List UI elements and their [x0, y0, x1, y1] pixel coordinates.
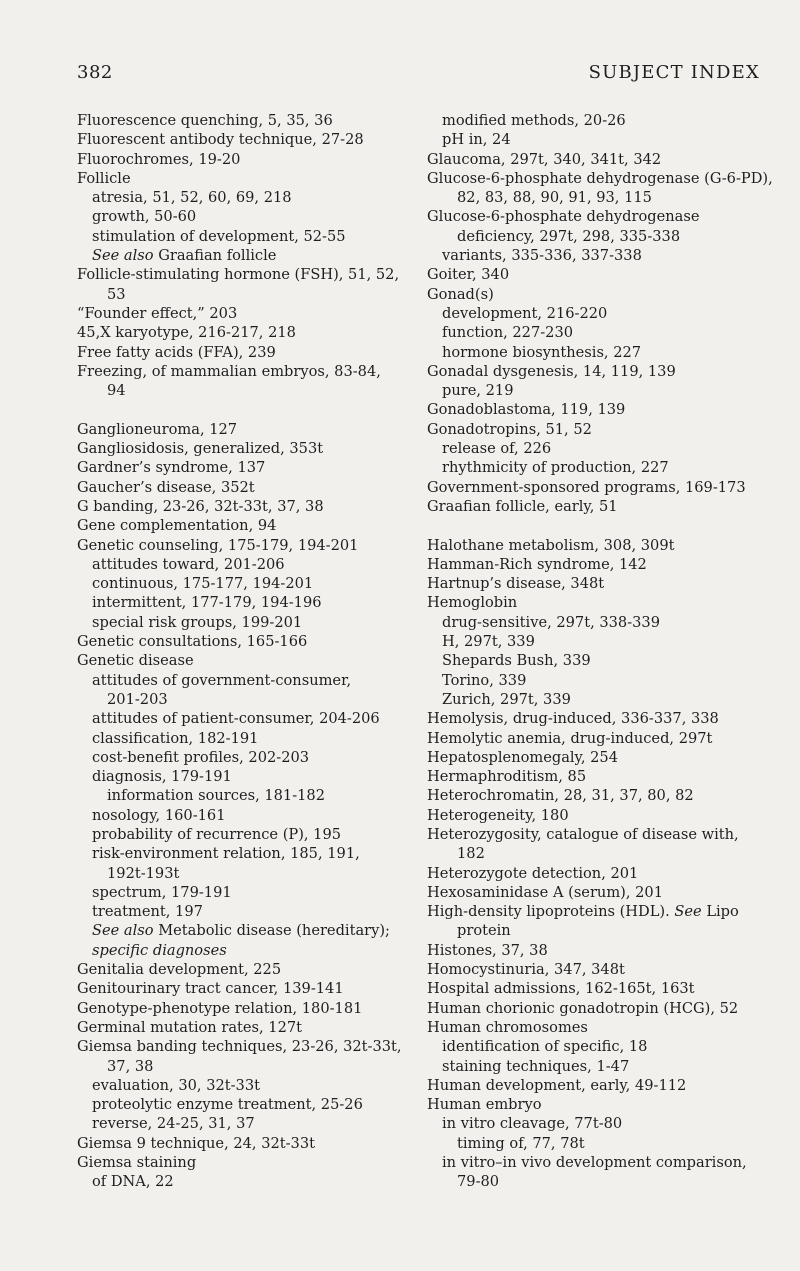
index-subentry: atresia, 51, 52, 60, 69, 218	[92, 189, 292, 207]
index-entry-continuation: 94	[107, 382, 126, 400]
index-subentry: pH in, 24	[442, 131, 511, 149]
index-entry: Giemsa banding techniques, 23-26, 32t-33t,	[77, 1038, 402, 1056]
index-subentry: reverse, 24-25, 31, 37	[92, 1115, 255, 1133]
index-entry-continuation: 192t-193t	[107, 864, 180, 882]
index-subentry: treatment, 197	[92, 903, 203, 921]
index-subentry: pure, 219	[442, 382, 514, 400]
index-entry: Gonadal dysgenesis, 14, 119, 139	[427, 362, 676, 380]
index-entry: Gonadoblastoma, 119, 139	[427, 401, 626, 419]
index-subentry: staining techniques, 1-47	[442, 1057, 630, 1075]
index-entry: Heterogeneity, 180	[427, 806, 569, 824]
index-subentry: nosology, 160-161	[92, 806, 226, 824]
index-subentry	[77, 921, 407, 940]
index-entry: Free fatty acids (FFA), 239	[77, 343, 276, 361]
index-entry: Hemolysis, drug-induced, 336-337, 338	[427, 710, 719, 728]
index-subentry: attitudes of government-consumer,	[92, 671, 352, 689]
page-header	[77, 62, 760, 86]
index-entry: Hemoglobin	[427, 594, 518, 612]
index-entry: Heterochromatin, 28, 31, 37, 80, 82	[427, 787, 694, 805]
index-entry: Human development, early, 49-112	[427, 1076, 687, 1094]
index-entry: Glaucoma, 297t, 340, 341t, 342	[427, 150, 662, 168]
index-entry: Fluorochromes, 19-20	[77, 150, 241, 168]
index-entry: Genetic consultations, 165-166	[77, 633, 308, 651]
index-entry: Gaucher’s disease, 352t	[77, 478, 255, 496]
index-subentry: modified methods, 20-26	[442, 112, 626, 129]
index-entry: Genitourinary tract cancer, 139-141	[77, 980, 344, 998]
index-subentry: risk-environment relation, 185, 191,	[92, 845, 360, 863]
index-entry: Glucose-6-phosphate dehydrogenase (G-6-PD),	[427, 169, 773, 187]
index-entry: Giemsa 9 technique, 24, 32t-33t	[77, 1134, 315, 1152]
index-entry: Gardner’s syndrome, 137	[77, 459, 266, 477]
page-number: 382	[77, 62, 113, 83]
index-column-left	[77, 111, 407, 1192]
index-subentry: diagnosis, 179-191	[92, 768, 232, 786]
index-subentry: spectrum, 179-191	[92, 883, 232, 901]
index-entry: Genetic counseling, 175-179, 194-201	[77, 536, 359, 554]
index-entry: Germinal mutation rates, 127t	[77, 1018, 303, 1036]
index-subentry: variants, 335-336, 337-338	[442, 247, 642, 265]
see-also-label: See also	[92, 247, 154, 265]
index-subentry: special risk groups, 199-201	[92, 613, 303, 631]
index-entry: Graafian follicle, early, 51	[427, 497, 618, 515]
index-subentry: cost-benefit profiles, 202-203	[92, 748, 310, 766]
index-entry: Follicle	[77, 169, 131, 187]
index-subentry: of DNA, 22	[92, 1173, 174, 1191]
index-subentry: attitudes of patient-consumer, 204-206	[92, 710, 380, 728]
index-subentry: hormone biosynthesis, 227	[442, 343, 642, 361]
index-entry: Hexosaminidase A (serum), 201	[427, 883, 663, 901]
index-entry: Giemsa staining	[77, 1154, 197, 1172]
index-entry: Fluorescent antibody technique, 27-28	[77, 131, 364, 149]
see-also-label: See also	[92, 922, 154, 940]
index-entry-continuation: deficiency, 297t, 298, 335-338	[457, 227, 681, 245]
index-subentry: information sources, 181-182	[107, 787, 325, 805]
index-entry-continuation: 201-203	[107, 690, 168, 708]
index-entry: “Founder effect,” 203	[77, 304, 238, 322]
index-subentry: evaluation, 30, 32t-33t	[92, 1076, 260, 1094]
index-column-right	[427, 111, 792, 1192]
index-entry: G banding, 23-26, 32t-33t, 37, 38	[77, 497, 324, 515]
index-entry: Genitalia development, 225	[77, 961, 282, 979]
section-gap	[77, 400, 407, 419]
index-entry: Gene complementation, 94	[77, 517, 277, 535]
index-subentry: H, 297t, 339	[442, 633, 535, 651]
index-entry: Gangliosidosis, generalized, 353t	[77, 440, 324, 458]
index-subentry: attitudes toward, 201-206	[92, 555, 285, 573]
index-subentry: classification, 182-191	[92, 729, 259, 747]
index-entry-continuation: 53	[107, 285, 126, 303]
index-subentry: Zurich, 297t, 339	[442, 690, 571, 708]
index-entry-continuation: 182	[457, 845, 485, 863]
index-entry: Heterozygote detection, 201	[427, 864, 639, 882]
index-entry: Hermaphroditism, 85	[427, 768, 587, 786]
index-entry: Ganglioneuroma, 127	[77, 420, 238, 438]
index-entry: 45,X karyotype, 216-217, 218	[77, 324, 296, 342]
index-subentry: specific diagnoses	[92, 941, 227, 959]
index-subentry: Torino, 339	[442, 671, 527, 689]
index-subentry: stimulation of development, 52-55	[92, 227, 346, 245]
index-subentry: probability of recurrence (P), 195	[92, 825, 342, 843]
index-subentry: release of, 226	[442, 440, 552, 458]
index-entry: Hartnup’s disease, 348t	[427, 575, 605, 593]
index-subentry: intermittent, 177-179, 194-196	[92, 594, 322, 612]
index-entry: Government-sponsored programs, 169-173	[427, 478, 746, 496]
index-entry: Heterozygosity, catalogue of disease with,	[427, 825, 739, 843]
cross-reference: Graafian follicle	[153, 247, 277, 265]
index-entry: Human embryo	[427, 1096, 542, 1114]
index-entry: Gonad(s)	[427, 285, 494, 303]
index-entry: Hamman-Rich syndrome, 142	[427, 555, 647, 573]
index-subentry: identification of specific, 18	[442, 1038, 648, 1056]
index-subentry: proteolytic enzyme treatment, 25-26	[92, 1096, 363, 1114]
index-entry-continuation: 79-80	[457, 1173, 500, 1191]
index-entry: Histones, 37, 38	[427, 941, 548, 959]
index-entry: Freezing, of mammalian embryos, 83-84,	[77, 362, 381, 380]
index-entry: Human chromosomes	[427, 1018, 588, 1036]
index-entry: High-density lipoproteins (HDL). See Lipo	[427, 903, 739, 921]
index-subentry: development, 216-220	[442, 304, 608, 322]
index-entry: Hospital admissions, 162-165t, 163t	[427, 980, 695, 998]
index-subentry: rhythmicity of production, 227	[442, 459, 669, 477]
index-entry: Fluorescence quenching, 5, 35, 36	[77, 112, 333, 129]
see-label: See	[674, 903, 702, 921]
index-entry: Homocystinuria, 347, 348t	[427, 961, 625, 979]
index-entry: Halothane metabolism, 308, 309t	[427, 536, 675, 554]
index-entry-continuation: 82, 83, 88, 90, 91, 93, 115	[457, 189, 652, 207]
index-subentry: Shepards Bush, 339	[442, 652, 591, 670]
index-entry: Glucose-6-phosphate dehydrogenase	[427, 208, 700, 226]
index-entry: Gonadotropins, 51, 52	[427, 420, 592, 438]
index-subentry	[77, 246, 407, 265]
index-subentry: growth, 50-60	[92, 208, 197, 226]
index-entry-continuation: 37, 38	[107, 1057, 154, 1075]
index-subentry: in vitro–in vivo development comparison,	[442, 1154, 747, 1172]
running-title: SUBJECT INDEX	[588, 62, 760, 83]
cross-reference: Metabolic disease (hereditary);	[153, 922, 390, 940]
index-entry: Hemolytic anemia, drug-induced, 297t	[427, 729, 713, 747]
index-subentry: function, 227-230	[442, 324, 574, 342]
index-entry: Hepatosplenomegaly, 254	[427, 748, 619, 766]
index-subentry: drug-sensitive, 297t, 338-339	[442, 613, 661, 631]
section-gap	[427, 516, 792, 535]
index-entry: Goiter, 340	[427, 266, 510, 284]
index-entry: Genotype-phenotype relation, 180-181	[77, 999, 363, 1017]
index-subentry: timing of, 77, 78t	[457, 1134, 585, 1152]
index-entry-continuation: protein	[457, 922, 511, 940]
index-entry: Genetic disease	[77, 652, 194, 670]
index-entry: Human chorionic gonadotropin (HCG), 52	[427, 999, 739, 1017]
index-subentry: continuous, 175-177, 194-201	[92, 575, 314, 593]
index-entry: Follicle-stimulating hormone (FSH), 51, 52,	[77, 266, 400, 284]
index-subentry: in vitro cleavage, 77t-80	[442, 1115, 623, 1133]
